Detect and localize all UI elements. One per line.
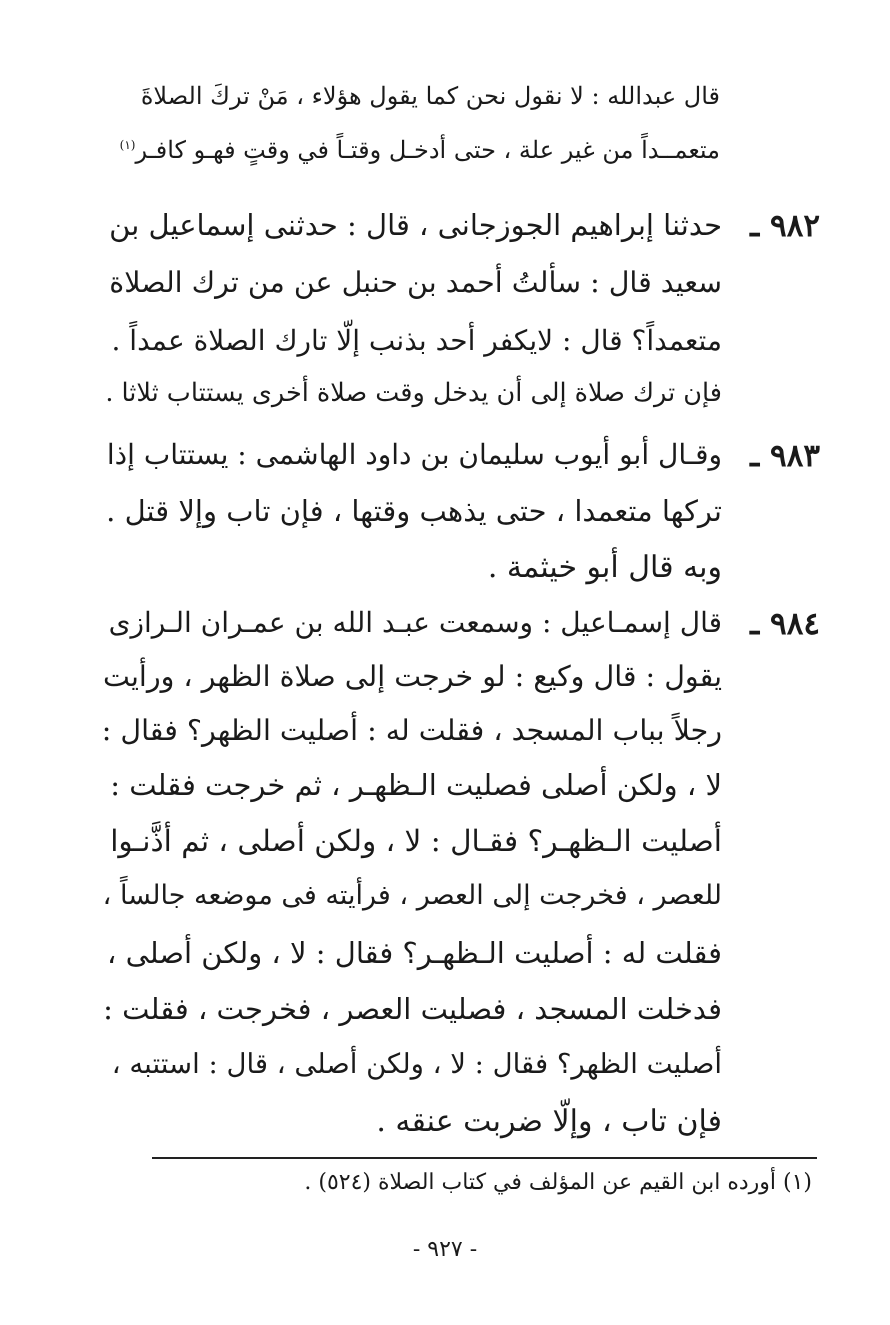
entry-984-line-5: أصليت الـظهـر؟ فقـال : لا ، ولكن أصلى ، ثم أذَّنـوا xyxy=(110,824,722,858)
intro-line-2-text: متعمــداً من غير علة ، حتى أدخـل وقتـاً في وقتٍ فهـو كافـر xyxy=(135,136,720,164)
entry-982-line-3: متعمداً؟ قال : لايكفر أحد بذنب إلّا تارك الصلاة عمداً . xyxy=(111,324,722,357)
entry-984-line-2: يقول : قال وكيع : لو خرجت إلى صلاة الظهر ، ورأيت xyxy=(103,660,722,693)
entry-984-line-1: قال إسمـاعيل : وسمعت عبـد الله بن عمـران الـرازى xyxy=(108,606,722,639)
entry-984-line-10: فإن تاب ، وإلّا ضربت عنقه . xyxy=(376,1104,722,1139)
entry-984-line-6: للعصر ، فخرجت إلى العصر ، فرأيته فى موضعه جالساً ، xyxy=(102,880,722,911)
intro-line-1: قال عبدالله : لا نقول نحن كما يقول هؤلاء ، مَنْ تركَ الصلاةَ xyxy=(140,82,720,110)
intro-line-2 xyxy=(100,136,720,164)
entry-983-line-3: وبه قال أبو خيثمة . xyxy=(487,550,722,585)
entry-984-line-4: لا ، ولكن أصلى فصليت الـظهـر ، ثم خرجت فقلت : xyxy=(110,768,722,802)
page-number: - ٩٢٧ - xyxy=(412,1237,478,1262)
footnote-separator xyxy=(152,1157,817,1159)
entry-number-983: ٩٨٣ ـ xyxy=(750,438,820,474)
entry-983-line-1: وقـال أبو أيوب سليمان بن داود الهاشمى : يستتاب إذا xyxy=(106,438,722,471)
entry-983-line-2: تركها متعمدا ، حتى يذهب وقتها ، فإن تاب وإلا قتل . xyxy=(106,494,722,528)
entry-984-line-9: أصليت الظهر؟ فقال : لا ، ولكن أصلى ، قال : استتبه ، xyxy=(111,1048,722,1080)
entry-984-line-3: رجلاً بباب المسجد ، فقلت له : أصليت الظهر؟ فقال : xyxy=(101,714,722,747)
entry-number-982: ٩٨٢ ـ xyxy=(750,208,820,244)
entry-982-line-4: فإن ترك صلاة إلى أن يدخل وقت صلاة أخرى يستتاب ثلاثا . xyxy=(105,378,722,408)
entry-984-line-8: فدخلت المسجد ، فصليت العصر ، فخرجت ، فقلت : xyxy=(103,992,722,1026)
entry-984-line-7: فقلت له : أصليت الـظهـر؟ فقال : لا ، ولكن أصلى ، xyxy=(107,936,722,970)
footnote-ref: (١) xyxy=(119,138,136,152)
entry-number-984: ٩٨٤ ـ xyxy=(750,606,820,642)
entry-982-line-1: حدثنا إبراهيم الجوزجانى ، قال : حدثنى إسماعيل بن xyxy=(109,208,722,242)
footnote: (١) أورده ابن القيم عن المؤلف في كتاب الصلاة (٥٢٤) . xyxy=(304,1170,812,1195)
entry-982-line-2: سعيد قال : سألتُ أحمد بن حنبل عن من ترك الصلاة xyxy=(109,266,722,299)
